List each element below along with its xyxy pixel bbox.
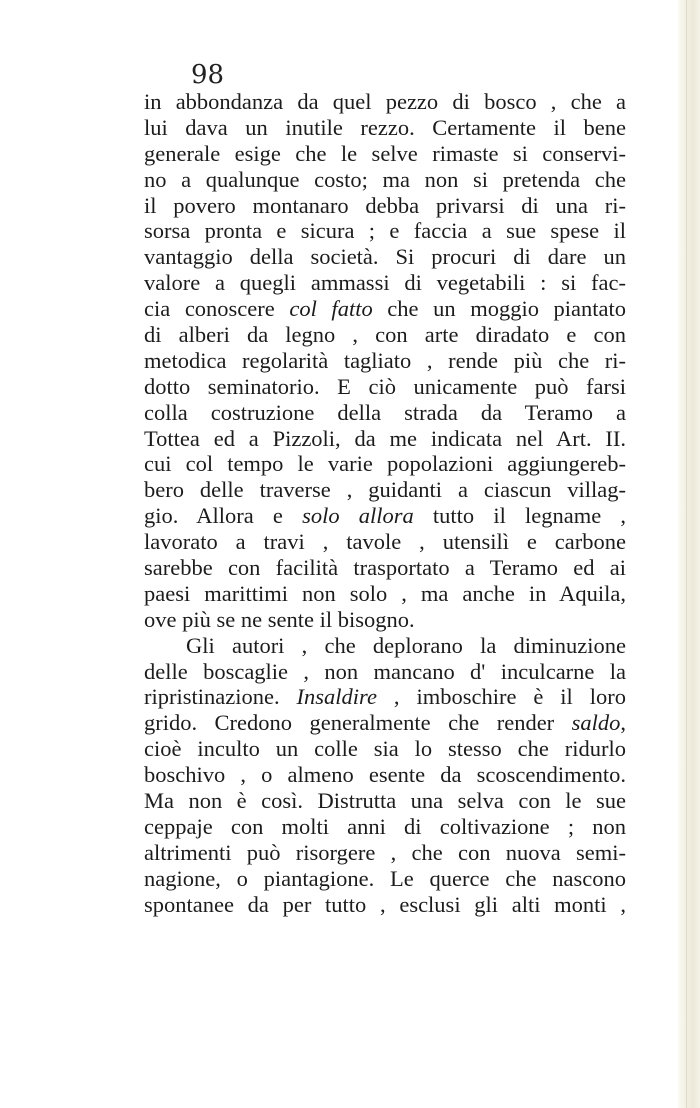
body-text xyxy=(144,89,626,918)
text-line: colla costruzione della strada da Teramo a xyxy=(144,399,626,425)
text-line: bero delle traverse , guidanti a ciascun villag- xyxy=(144,477,626,503)
text-line: ceppaje con molti anni di coltivazione ; non xyxy=(144,813,626,839)
text-line: sarebbe con facilità trasportato a Teramo ed ai xyxy=(144,555,626,581)
text-line: vantaggio della società. Si procuri di dare un xyxy=(144,244,626,270)
text-line: no a qualunque costo; ma non si pretenda che xyxy=(144,166,626,192)
italic-term: solo allora xyxy=(302,503,414,529)
text-line: Tottea ed a Pizzoli, da me indicata nel Art. II. xyxy=(144,425,626,451)
italic-term: col fatto xyxy=(289,296,373,322)
text-line: spontanee da per tutto , esclusi gli alti monti , xyxy=(144,891,626,917)
text-line: lui dava un inutile rezzo. Certamente il bene xyxy=(144,114,626,140)
italic-term: Insaldire xyxy=(296,684,377,710)
text-line: gio. Allora e solo allora tutto il legname , xyxy=(144,503,626,529)
text-line: ove più se ne sente il bisogno. xyxy=(144,606,415,632)
text-line: boschivo , o almeno esente da scoscendimento. xyxy=(144,762,626,788)
text-line: valore a quegli ammassi di vegetabili : si fac- xyxy=(144,270,626,296)
text-line: nagione, o piantagione. Le querce che nascono xyxy=(144,865,626,891)
page-edge-line xyxy=(686,0,687,1108)
text-line: in abbondanza da quel pezzo di bosco , che a xyxy=(144,89,626,114)
text-line: altrimenti può risorgere , che con nuova semi- xyxy=(144,839,626,865)
text-line: sorsa pronta e sicura ; e faccia a sue spese il xyxy=(144,218,626,244)
text-line: cioè inculto un colle sia lo stesso che ridurlo xyxy=(144,736,626,762)
text-line: dotto seminatorio. E ciò unicamente può farsi xyxy=(144,373,626,399)
text-line: metodica regolarità tagliato , rende più che ri- xyxy=(144,347,626,373)
page-number: 98 xyxy=(191,60,225,90)
text-line: paesi marittimi non solo , ma anche in Aquila, xyxy=(144,580,626,606)
text-line: Ma non è così. Distrutta una selva con le sue xyxy=(144,788,626,814)
text-line: cia conoscere col fatto che un moggio piantato xyxy=(144,296,627,322)
page-edge xyxy=(678,0,700,1108)
text-line: generale esige che le selve rimaste si conservi- xyxy=(144,140,626,166)
text-line: ripristinazione. Insaldire , imboschire è il loro xyxy=(144,684,626,710)
text-line: grido. Credono generalmente che render saldo, xyxy=(144,710,626,736)
text-line: cui col tempo le varie popolazioni aggiungereb- xyxy=(144,451,626,477)
text-line: di alberi da legno , con arte diradato e con xyxy=(144,322,626,348)
text-line: Gli autori , che deplorano la diminuzione xyxy=(186,632,626,658)
italic-term: saldo xyxy=(571,710,621,736)
text-line: delle boscaglie , non mancano d' inculcarne la xyxy=(144,658,626,684)
text-line: il povero montanaro debba privarsi di una ri- xyxy=(144,192,626,218)
text-line: lavorato a travi , tavole , utensilì e carbone xyxy=(144,529,626,555)
